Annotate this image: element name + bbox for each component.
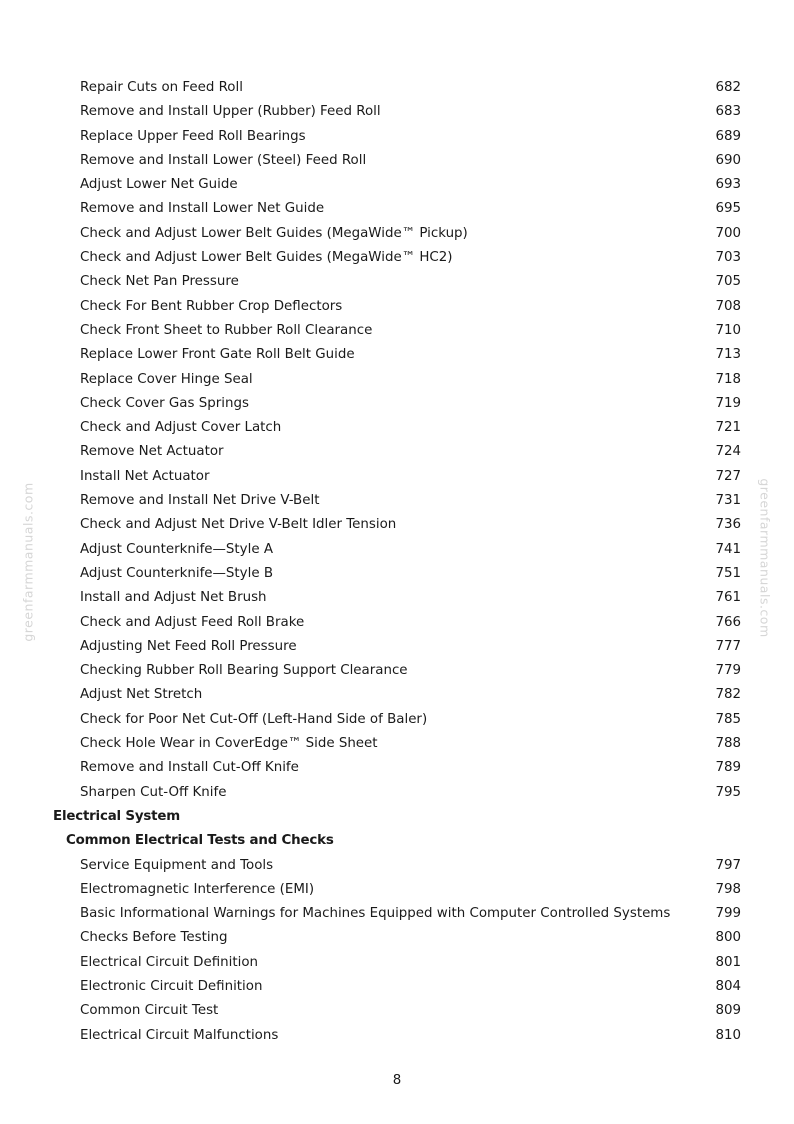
toc-entry[interactable]	[0, 246, 794, 270]
toc-entry-page: 724	[715, 444, 741, 460]
toc-entry[interactable]	[0, 368, 794, 392]
toc-entry-page: 682	[715, 80, 741, 95]
toc-entry-page: 785	[715, 711, 741, 727]
toc-entry[interactable]	[0, 125, 794, 149]
toc-entry-page: 703	[715, 250, 741, 266]
toc-entry-title: Check Net Pan Pressure	[80, 274, 239, 290]
toc-entry-page: 741	[715, 541, 741, 557]
toc-entry-page: 708	[715, 298, 741, 314]
toc-entry-page: 700	[715, 225, 741, 241]
toc-entry[interactable]	[0, 538, 794, 562]
toc-entry-page: 782	[715, 687, 741, 703]
toc-entry-page: 713	[715, 347, 741, 363]
toc-entry-title: Check Hole Wear in CoverEdge™ Side Sheet	[80, 736, 378, 752]
toc-entry-title: Adjusting Net Feed Roll Pressure	[80, 638, 297, 654]
toc-entry-page: 804	[715, 978, 741, 994]
toc-entry-title: Remove Net Actuator	[80, 444, 224, 460]
toc-entry-title: Repair Cuts on Feed Roll	[80, 80, 243, 95]
toc-entry-page: 797	[715, 857, 741, 873]
toc-entry-page: 736	[715, 517, 741, 533]
toc-entry-title: Electrical System	[53, 808, 180, 824]
toc-entry[interactable]	[0, 173, 794, 197]
toc-entry-title: Check and Adjust Feed Roll Brake	[80, 614, 305, 630]
toc-entry-title: Electrical Circuit Definition	[80, 954, 259, 970]
toc-entry-page: 690	[715, 152, 741, 168]
toc-entry-title: Electronic Circuit Definition	[80, 978, 263, 994]
toc-entry-page: 798	[715, 881, 741, 897]
toc-entry[interactable]	[0, 270, 794, 294]
toc-entry-page: 719	[715, 395, 741, 411]
toc-entry-title: Check and Adjust Lower Belt Guides (MegaWide™ HC2)	[80, 250, 453, 266]
toc-entry[interactable]	[0, 513, 794, 537]
toc-section-heading[interactable]	[0, 805, 794, 829]
toc-entry-title: Remove and Install Lower Net Guide	[80, 201, 325, 217]
toc-entry[interactable]	[0, 635, 794, 659]
toc-entry-title: Remove and Install Lower (Steel) Feed Roll	[80, 152, 367, 168]
toc-entry[interactable]	[0, 1024, 794, 1048]
toc-entry-page: 751	[715, 565, 741, 581]
toc-entry-title: Check Cover Gas Springs	[80, 395, 249, 411]
toc-entry-title: Adjust Counterknife—Style B	[80, 565, 274, 581]
toc-entry-title: Check and Adjust Net Drive V-Belt Idler Tension	[80, 517, 397, 533]
toc-subsection-heading[interactable]	[0, 829, 794, 853]
toc-entry[interactable]	[0, 562, 794, 586]
toc-entry[interactable]	[0, 708, 794, 732]
toc-entry[interactable]	[0, 951, 794, 975]
toc-entry-title: Check and Adjust Lower Belt Guides (MegaWide™ Pickup)	[80, 225, 468, 241]
toc-entry-title: Electromagnetic Interference (EMI)	[80, 881, 315, 897]
toc-entry-page: 689	[715, 128, 741, 144]
toc-entry-page: 809	[715, 1003, 741, 1019]
toc-entry-page: 788	[715, 736, 741, 752]
toc-entry-page: 705	[715, 274, 741, 290]
toc-entry[interactable]	[0, 999, 794, 1023]
toc-entry-title: Install and Adjust Net Brush	[80, 590, 267, 606]
toc-entry[interactable]	[0, 319, 794, 343]
toc-entry-title: Sharpen Cut-Off Knife	[80, 784, 227, 800]
toc-entry-title: Basic Informational Warnings for Machines Equipped with Computer Controlled Systems	[80, 906, 671, 922]
toc-entry-page: 693	[715, 177, 741, 193]
toc-entry-title: Check For Bent Rubber Crop Deflectors	[80, 298, 343, 314]
toc-entry-page: 718	[715, 371, 741, 387]
watermark-right: greenfarmmanuals.com	[757, 478, 773, 638]
toc-entry-title: Remove and Install Upper (Rubber) Feed Roll	[80, 104, 381, 120]
toc-entry[interactable]	[0, 197, 794, 221]
toc-entry[interactable]	[0, 586, 794, 610]
toc-entry-title: Check for Poor Net Cut-Off (Left-Hand Side of Baler)	[80, 711, 428, 727]
toc-entry-page: 683	[715, 104, 741, 120]
toc-entry-title: Checking Rubber Roll Bearing Support Clearance	[80, 663, 408, 679]
toc-entry-page: 710	[715, 322, 741, 338]
toc-entry-title: Replace Lower Front Gate Roll Belt Guide	[80, 347, 355, 363]
page-number: 8	[392, 1073, 402, 1088]
toc-entry-page: 795	[715, 784, 741, 800]
table-of-contents	[0, 76, 794, 1048]
toc-entry[interactable]	[0, 902, 794, 926]
toc-entry[interactable]	[0, 465, 794, 489]
toc-entry[interactable]	[0, 611, 794, 635]
toc-entry-title: Common Circuit Test	[80, 1003, 219, 1019]
toc-entry-page: 695	[715, 201, 741, 217]
toc-entry-title: Remove and Install Net Drive V-Belt	[80, 493, 320, 509]
toc-entry-title: Checks Before Testing	[80, 930, 228, 946]
toc-entry-page: 727	[715, 468, 741, 484]
toc-entry-title: Remove and Install Cut-Off Knife	[80, 760, 299, 776]
toc-entry-title: Adjust Net Stretch	[80, 687, 203, 703]
watermark-left: greenfarmmanuals.com	[20, 482, 36, 642]
toc-entry[interactable]	[0, 489, 794, 513]
toc-entry-title: Replace Upper Feed Roll Bearings	[80, 128, 306, 144]
toc-entry[interactable]	[0, 149, 794, 173]
toc-entry[interactable]	[0, 854, 794, 878]
toc-entry-title: Electrical Circuit Malfunctions	[80, 1027, 279, 1043]
toc-entry-title: Install Net Actuator	[80, 468, 210, 484]
toc-entry[interactable]	[0, 781, 794, 805]
toc-entry[interactable]	[0, 756, 794, 780]
toc-entry[interactable]	[0, 732, 794, 756]
toc-entry-page: 761	[715, 590, 741, 606]
toc-entry[interactable]	[0, 100, 794, 124]
toc-entry[interactable]	[0, 975, 794, 999]
toc-entry-title: Adjust Lower Net Guide	[80, 177, 238, 193]
toc-entry-page: 810	[715, 1027, 741, 1043]
toc-entry-title: Common Electrical Tests and Checks	[66, 833, 334, 849]
toc-entry[interactable]	[0, 659, 794, 683]
toc-entry[interactable]	[0, 343, 794, 367]
toc-entry-page: 721	[715, 420, 741, 436]
toc-entry[interactable]	[0, 683, 794, 707]
toc-entry-page: 801	[715, 954, 741, 970]
toc-entry-page: 779	[715, 663, 741, 679]
toc-entry[interactable]	[0, 440, 794, 464]
toc-entry-page: 731	[715, 493, 741, 509]
toc-entry-page: 800	[715, 930, 741, 946]
toc-entry[interactable]	[0, 878, 794, 902]
toc-entry[interactable]	[0, 295, 794, 319]
toc-entry-page: 777	[715, 638, 741, 654]
toc-entry-title: Adjust Counterknife—Style A	[80, 541, 273, 557]
toc-entry-page: 789	[715, 760, 741, 776]
toc-entry[interactable]	[0, 392, 794, 416]
toc-entry-title: Check Front Sheet to Rubber Roll Clearance	[80, 322, 373, 338]
toc-entry-title: Replace Cover Hinge Seal	[80, 371, 253, 387]
toc-entry[interactable]	[0, 76, 794, 100]
toc-entry-title: Check and Adjust Cover Latch	[80, 420, 282, 436]
toc-entry-page: 799	[715, 906, 741, 922]
toc-entry[interactable]	[0, 222, 794, 246]
toc-entry-title: Service Equipment and Tools	[80, 857, 274, 873]
toc-entry-page: 766	[715, 614, 741, 630]
toc-entry[interactable]	[0, 926, 794, 950]
toc-entry[interactable]	[0, 416, 794, 440]
